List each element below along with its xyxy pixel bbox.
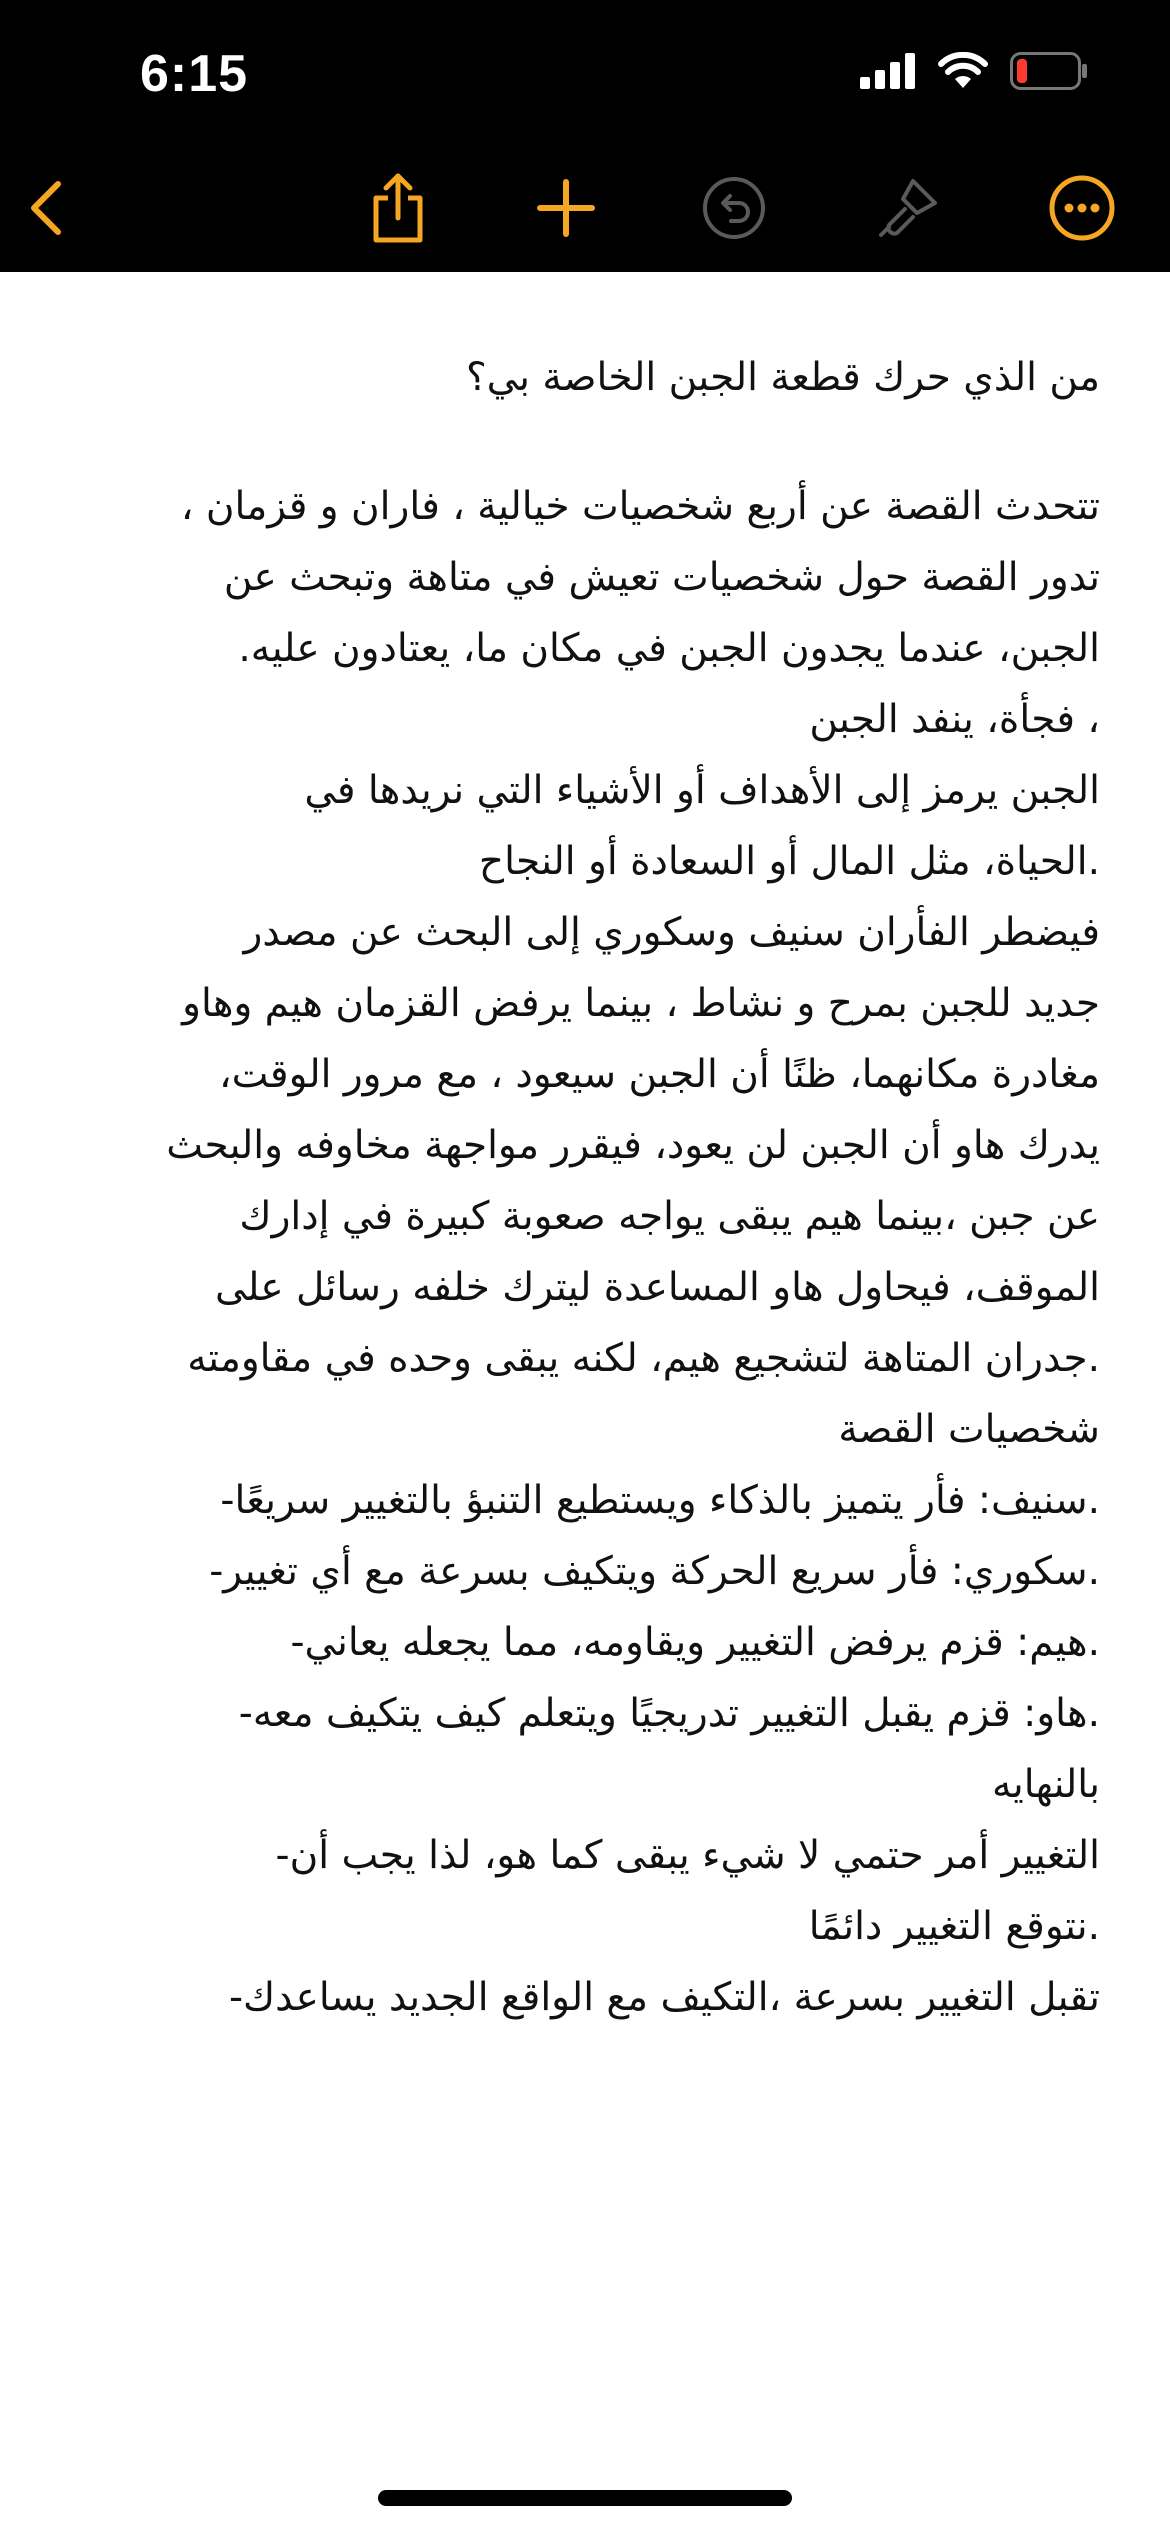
paragraph-line: .جدران المتاهة لتشجيع هيم، لكنه يبقى وحده في مقاومته <box>187 1336 1100 1381</box>
paragraph-line: مغادرة مكانهما، ظنًا أن الجبن سيعود ، مع مرور الوقت، <box>219 1052 1100 1097</box>
paragraph-line: عن جبن ،بينما هيم يبقى يواجه صعوبة كبيرة في إدارك <box>239 1194 1100 1239</box>
paragraph-line: الموقف، فيحاول هاو المساعدة ليترك خلفه رسائل على <box>214 1265 1100 1310</box>
back-chevron-icon <box>24 178 68 242</box>
share-button[interactable] <box>360 172 436 248</box>
format-button[interactable] <box>870 172 946 248</box>
paragraph-line: الجبن، عندما يجدون الجبن في مكان ما، يعتادون عليه. <box>238 626 1100 671</box>
paragraph-line: ، فجأة، ينفد الجبن <box>809 697 1100 742</box>
document-title: من الذي حرك قطعة الجبن الخاصة بي؟ <box>465 355 1100 400</box>
list-item: .هاو: قزم يقبل التغيير تدريجيًا ويتعلم كيف يتكيف معه- <box>238 1691 1100 1736</box>
wifi-icon <box>938 52 988 94</box>
back-button[interactable] <box>8 172 84 248</box>
list-item: .هيم: قزم يرفض التغيير ويقاومه، مما يجعله يعاني- <box>290 1620 1100 1665</box>
paragraph-line: تتحدث القصة عن أربع شخصيات خيالية ، فاران و قزمان ، <box>180 484 1100 529</box>
more-icon <box>1048 174 1116 246</box>
section-heading: بالنهايه <box>991 1762 1100 1807</box>
status-time: 6:15 <box>140 45 249 103</box>
battery-low-icon <box>1010 52 1090 94</box>
cellular-signal-icon <box>860 53 916 93</box>
share-icon <box>366 170 430 250</box>
document-canvas[interactable] <box>0 272 1170 2532</box>
add-button[interactable] <box>528 172 604 248</box>
paragraph-line: يدرك هاو أن الجبن لن يعود، فيقرر مواجهة مخاوفه والبحث <box>166 1123 1100 1168</box>
undo-button[interactable] <box>696 172 772 248</box>
paragraph-line: تدور القصة حول شخصيات تعيش في متاهة وتبحث عن <box>223 555 1100 600</box>
paragraph-line: جديد للجبن بمرح و نشاط ، بينما يرفض القزمان هيم وهاو <box>182 981 1100 1026</box>
format-brush-icon <box>873 173 943 247</box>
list-item: .سنيف: فأر يتميز بالذكاء ويستطيع التنبؤ بالتغيير سريعًا- <box>220 1478 1100 1523</box>
paragraph-line: فيضطر الفأران سنيف وسكوري إلى البحث عن مصدر <box>243 910 1100 955</box>
document-body[interactable] <box>70 342 1100 2033</box>
home-indicator[interactable] <box>378 2490 792 2506</box>
more-button[interactable] <box>1044 172 1120 248</box>
status-icons <box>860 52 1090 94</box>
paragraph-line: .الحياة، مثل المال أو السعادة أو النجاح <box>478 839 1100 884</box>
list-item: .نتوقع التغيير دائمًا <box>808 1904 1100 1949</box>
paragraph-line: الجبن يرمز إلى الأهداف أو الأشياء التي نريدها في <box>304 768 1100 813</box>
add-icon <box>534 176 598 244</box>
toolbar <box>0 150 1170 272</box>
list-item: التغيير أمر حتمي لا شيء يبقى كما هو، لذا يجب أن- <box>275 1833 1100 1878</box>
section-heading: شخصيات القصة <box>838 1407 1100 1452</box>
undo-icon <box>701 175 767 245</box>
list-item: .سكوري: فأر سريع الحركة ويتكيف بسرعة مع أي تغيير- <box>209 1549 1100 1594</box>
status-bar <box>0 0 1170 150</box>
list-item: تقبل التغيير بسرعة ،التكيف مع الواقع الجديد يساعدك- <box>228 1975 1100 2020</box>
